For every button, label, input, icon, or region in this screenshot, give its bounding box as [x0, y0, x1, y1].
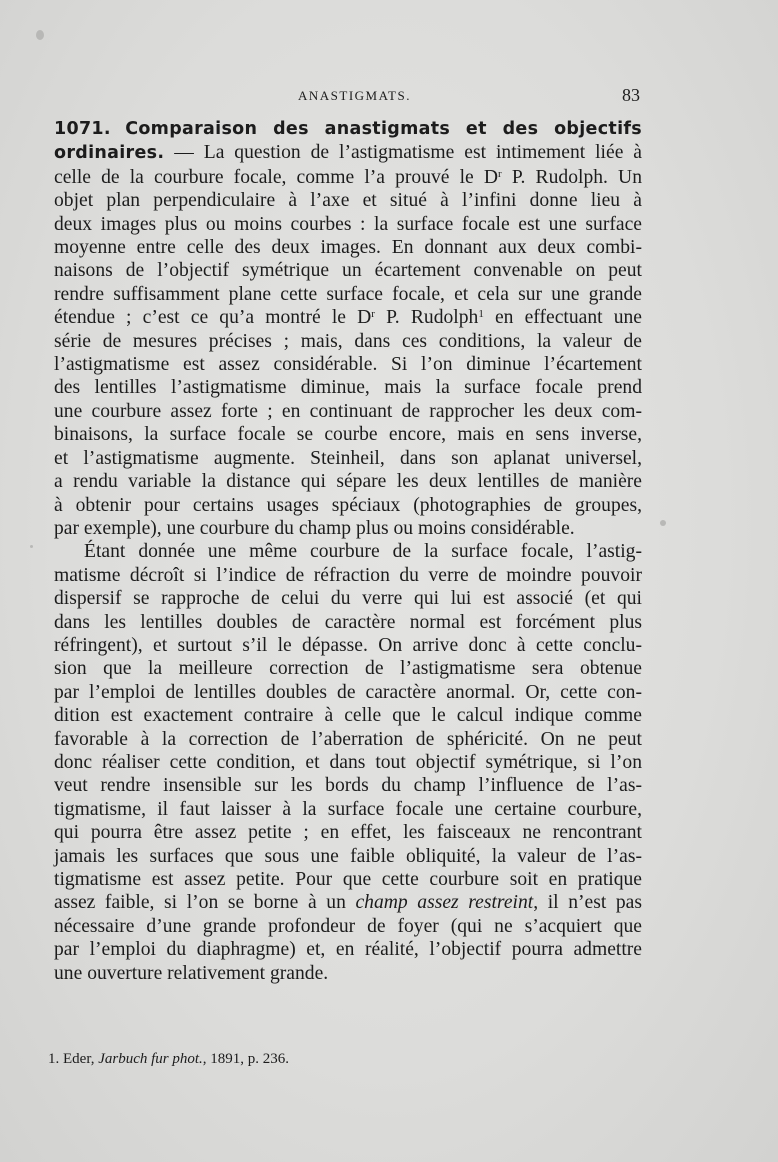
text-line: série de mesures précises ; mais, dans ces conditions, la valeur de	[54, 330, 642, 352]
text-line: veut rendre insensible sur les bords du champ l’influence de l’as-	[54, 775, 642, 797]
text-line: l’astigmatisme est assez considérable. Si l’on diminue l’écartement	[54, 354, 642, 376]
section-heading-line	[54, 117, 642, 141]
footnote-rest: , 1891, p. 236.	[202, 1051, 290, 1067]
text-line: tigmatisme, il faut laisser à la surface focale une certaine courbure,	[54, 798, 642, 820]
section-title-cont: ordinaires.	[54, 143, 165, 164]
text-line: jamais les surfaces que sous une faible obliquité, la valeur de l’as-	[54, 845, 642, 867]
main-text	[54, 117, 642, 985]
text-line: qui pourra être assez petite ; en effet, les faisceaux ne rencontrant	[54, 822, 642, 844]
paper-speck	[30, 545, 33, 548]
text-line: matisme décroît si l’indice de réfraction du verre de moindre pouvoir	[54, 564, 642, 586]
text-line: par exemple), une courbure du champ plus ou moins considérable.	[54, 517, 575, 539]
text-line: étendue ; c’est ce qu’a montré le $D^r$ P. Rudolph$^1$ en effectuant une	[54, 307, 642, 329]
text-line: par l’emploi du diaphragme) et, en réalité, l’objectif pourra admettre	[54, 939, 642, 961]
text-line: ordinaires. — La question de l’astigmatisme est intimement liée à	[54, 142, 642, 164]
text-line: favorable à la correction de l’aberration de sphéricité. On ne peut	[54, 728, 642, 750]
text-line: sion que la meilleure correction de l’astigmatisme sera obtenue	[54, 658, 642, 680]
text-line: objet plan perpendiculaire à l’axe et situé à l’infini donne lieu à	[54, 190, 642, 212]
text-line: dans les lentilles doubles de caractère normal est forcément plus	[54, 611, 642, 633]
paper-speck	[660, 520, 666, 526]
running-title: ANASTIGMATS.	[298, 88, 411, 103]
footnote-journal: Jarbuch fur phot.	[98, 1051, 203, 1067]
text-line: celle de la courbure focale, comme l’a prouvé le $D^r$ P. Rudolph. Un	[54, 166, 642, 188]
text-line: naisons de l’objectif symétrique un écartement convenable on peut	[54, 260, 642, 282]
text-line: deux images plus ou moins courbes : la surface focale est une surface	[54, 213, 642, 235]
text-line: dition est exactement contraire à celle que le calcul indique comme	[54, 705, 642, 727]
page-number: 83	[622, 85, 640, 105]
text-line: des lentilles l’astigmatisme diminue, mais la surface focale prend	[54, 377, 642, 399]
running-header	[0, 85, 778, 112]
text-line: binaisons, la surface focale se courbe encore, mais en sens inverse,	[54, 424, 642, 446]
text-line: et l’astigmatisme augmente. Steinheil, dans son aplanat universel,	[54, 447, 642, 469]
footnote-author: Eder,	[63, 1051, 95, 1067]
text-line: une courbure assez forte ; en continuant de rapprocher les deux com-	[54, 400, 642, 422]
text-line: a rendu variable la distance qui sépare les deux lentilles de manière	[54, 471, 642, 493]
footnote-number: 1.	[48, 1051, 60, 1067]
text-line: réfringent), et surtout s’il le dépasse. On arrive donc à cette conclu-	[54, 634, 642, 656]
footnote-marker: 1	[478, 308, 484, 321]
text-line: à obtenir pour certains usages spéciaux (photographies de groupes,	[54, 494, 642, 516]
text-line: tigmatisme est assez petite. Pour que cette courbure soit en pratique	[54, 869, 642, 890]
paper-speck	[36, 30, 44, 40]
italic-phrase: champ assez restreint	[355, 892, 534, 914]
section-number: 1071.	[54, 119, 111, 139]
text-line: nécessaire d’une grande profondeur de foyer (qui ne s’acquiert que	[54, 915, 642, 937]
text-line: assez faible, si l’on se borne à un champ assez restreint, il n’est pas	[54, 892, 642, 914]
text-line: par l’emploi de lentilles doubles de caractère anormal. Or, cette con-	[54, 681, 642, 703]
footnote	[48, 1051, 608, 1068]
text-line: donc réaliser cette condition, et dans tout objectif symétrique, si l’on	[54, 751, 642, 773]
text-line: rendre suffisamment plane cette surface focale, et cela sur une grande	[54, 283, 642, 305]
text-line: une ouverture relativement grande.	[54, 962, 329, 984]
text-line: dispersif se rapproche de celui du verre qui lui est associé (et qui	[54, 588, 642, 610]
section-title: Comparaison des anastigmats et des objectifs	[125, 119, 642, 139]
text-line: moyenne entre celle des deux images. En donnant aux deux combi-	[54, 237, 642, 259]
paragraph-start: Étant donnée une même courbure de la surface focale, l’astig-	[84, 541, 642, 563]
